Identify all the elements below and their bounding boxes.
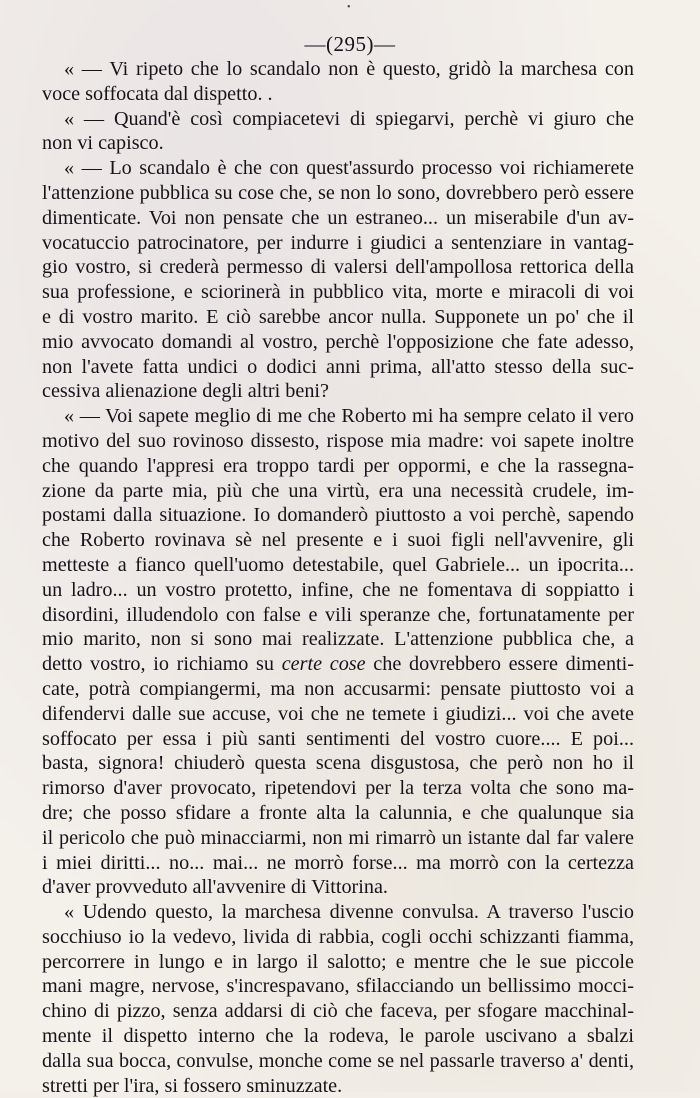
text-segment: che dovrebbero essere dimenti- (373, 653, 634, 676)
text-line: vocatuccio patrocinatore, per indurre i giudici a sentenziare in vantag- (42, 231, 634, 254)
text-line: chino di pizzo, senza addarsi di ciò che faceva, per sfogare macchinal- (42, 1000, 634, 1023)
top-mark: • (347, 2, 351, 13)
text-line: mente il dispetto interno che la rodeva, le parole uscivano a sbalzi (42, 1025, 634, 1048)
text-line: i miei diritti... no... mai... ne morrò forse... ma morrò con la certezza (42, 851, 634, 874)
text-line: « — Quand'è così compiacetevi di spiegarvi, perchè vi giuro che (64, 107, 634, 130)
text-line: disordini, illudendolo con false e vili speranze che, fortunatamente per (42, 603, 634, 626)
page-number: —(295)— (304, 32, 396, 56)
text-line: metteste a fianco quell'uomo detestabile, quel Gabriele... un ipocrita... (42, 553, 634, 576)
text-line: che quando l'appresi era troppo tardi per oppormi, e che la rassegna- (42, 454, 634, 477)
text-line: e di vostro marito. E ciò sarebbe ancor nulla. Supponete un po' che il (42, 305, 634, 328)
text-line: motivo del suo rovinoso dissesto, rispose mia madre: voi sapete inoltre (42, 429, 634, 452)
text-line: basta, signora! chiuderò questa scena disgustosa, che però non ho il (42, 752, 634, 775)
text-line: rimorso d'aver provocato, ripetendovi per la terza volta che sono ma- (42, 777, 634, 800)
text-line: gio vostro, si crederà permesso di valersi dell'ampollosa rettorica della (42, 256, 634, 279)
text-line: cessiva alienazione degli altri beni? (42, 380, 329, 403)
text-line: dre; che posso sfidare a fronte alta la calunnia, e che qualunque sia (42, 801, 634, 824)
text-line: l'attenzione pubblica su cose che, se non lo sono, dovrebbero però essere (42, 181, 634, 204)
text-line-with-italic (42, 652, 634, 677)
text-line: mani magre, nervose, s'increspavano, sfilacciando un bellissimo mocci- (42, 975, 634, 998)
text-line: dimenticate. Voi non pensate che un estraneo... un miserabile d'un av- (42, 206, 634, 229)
text-segment: detto vostro, io richiamo su (42, 653, 275, 676)
text-line: difendervi dalle sue accuse, voi che ne temete i giudizi... voi che avete (42, 702, 634, 725)
italic-phrase: certe cose (281, 653, 366, 676)
text-line: sua professione, e sciorinerà in pubblico vita, morte e miracoli di voi (42, 281, 634, 304)
text-line: non vi capisco. (42, 132, 164, 155)
text-line: il pericolo che può minacciarmi, non mi rimarrò un istante dal far valere (42, 826, 634, 849)
text-line: « Udendo questo, la marchesa divenne convulsa. A traverso l'uscio (64, 901, 634, 924)
text-line: percorrere in lungo e in largo il salotto; e mentre che le sue piccole (42, 950, 634, 973)
text-line: d'aver provveduto all'avvenire di Vittorina. (42, 876, 388, 899)
text-line: stretti per l'ira, si fossero sminuzzate. (42, 1074, 343, 1097)
text-line: un ladro... un vostro protetto, infine, che ne fomentava di soppiatto i (42, 578, 634, 601)
text-line: soffocato per essa i più santi sentimenti del vostro cuore.... E poi... (42, 727, 634, 750)
text-line: « — Lo scandalo è che con quest'assurdo processo voi richiamerete (64, 157, 634, 180)
text-line: non l'avete fatta undici o dodici anni prima, all'atto stesso della suc- (42, 355, 634, 378)
text-line: « — Vi ripeto che lo scandalo non è questo, gridò la marchesa con (64, 58, 634, 80)
text-line: mio marito, non si sono mai realizzate. L'attenzione pubblica che, a (42, 628, 634, 651)
text-line: postami dalla situazione. Io domanderò piuttosto a voi perchè, sapendo (42, 504, 634, 527)
body-text (42, 57, 634, 1097)
text-line: mio avvocato domandi al vostro, perchè l'opposizione che fate adesso, (42, 330, 634, 353)
text-line: zione da parte mia, più che una virtù, era una necessità crudele, im- (42, 479, 634, 502)
text-line: socchiuso io la vedevo, livida di rabbia, cogli occhi schizzanti fiamma, (42, 925, 634, 948)
text-line: che Roberto rovinava sè nel presente e i suoi figli nell'avvenire, gli (42, 529, 634, 552)
text-line: voce soffocata dal dispetto. . (42, 82, 273, 105)
text-line: cate, potrà compiangermi, ma non accusarmi: pensate piuttosto voi a (42, 677, 634, 700)
text-line: « — Voi sapete meglio di me che Roberto mi ha sempre celato il vero (64, 405, 634, 428)
text-line: dalla sua bocca, convulse, monche come se nel passarle traverso a' denti, (42, 1049, 634, 1072)
